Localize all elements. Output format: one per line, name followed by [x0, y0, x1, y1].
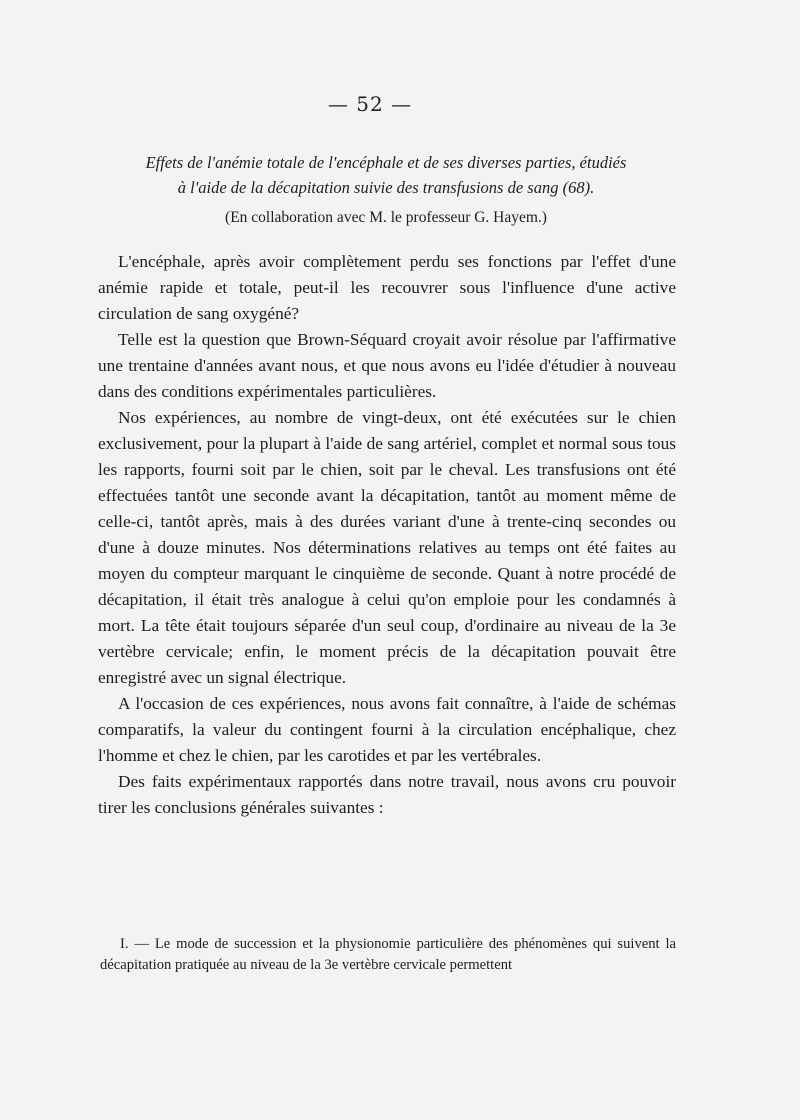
- paragraph: A l'occasion de ces expériences, nous avons fait connaître, à l'aide de schémas comparatifs, la valeur du contingent fourni à la circulation encéphalique, chez l'homme et chez le chien, par les carotides et par les vertébrales.: [98, 694, 676, 765]
- paragraph: Nos expériences, au nombre de vingt-deux, ont été exécutées sur le chien exclusivement, pour la plupart à l'aide de sang artériel, complet et normal sous tous les rapports, fourni soit par le chien, soit par le cheval. Les transfusions ont été effectuées tantôt une seconde avant la décapitation, tantôt au moment même de celle-ci, tantôt après, mais à des durées variant d'une à trente-cinq secondes ou d'une à douze minutes. Nos déterminations relatives au temps ont été faites au moyen du compteur marquant le cinquième de seconde. Quant à notre procédé de décapitation, il était très analogue à celui qu'on emploie pour les condamnés à mort. La tête était toujours séparée d'un seul coup, d'ordinaire au niveau de la 3e vertèbre cervicale; enfin, le moment précis de la décapitation pouvait être enregistré avec un signal électrique.: [98, 408, 676, 687]
- page-number: — 52 —: [327, 92, 413, 116]
- conclusion-text: I. — Le mode de succession et la physionomie particulière des phénomènes qui suivent la décapitation pratiquée au niveau de la 3e vertèbre cervicale permettent: [100, 936, 676, 973]
- paragraph: Des faits expérimentaux rapportés dans notre travail, nous avons cru pouvoir tirer les conclusions générales suivantes :: [98, 772, 676, 817]
- paragraph: Telle est la question que Brown-Séquard croyait avoir résolue par l'affirmative une trentaine d'années avant nous, et que nous avons eu l'idée d'étudier à nouveau dans des conditions expérimentales particulières.: [98, 330, 676, 401]
- paragraph: L'encéphale, après avoir complètement perdu ses fonctions par l'effet d'une anémie rapide et totale, peut-il les recouvrer sous l'influence d'une active circulation de sang oxygéné?: [98, 252, 676, 323]
- body-text: [98, 249, 676, 821]
- numbered-conclusion: [100, 934, 676, 976]
- collaboration-note: (En collaboration avec M. le professeur G. Hayem.): [225, 209, 547, 226]
- section-title-line-1: Effets de l'anémie totale de l'encéphale et de ses diverses parties, étudiés: [145, 153, 627, 172]
- section-title: [96, 150, 676, 200]
- section-title-line-2: à l'aide de la décapitation suivie des transfusions de sang (68).: [177, 178, 595, 197]
